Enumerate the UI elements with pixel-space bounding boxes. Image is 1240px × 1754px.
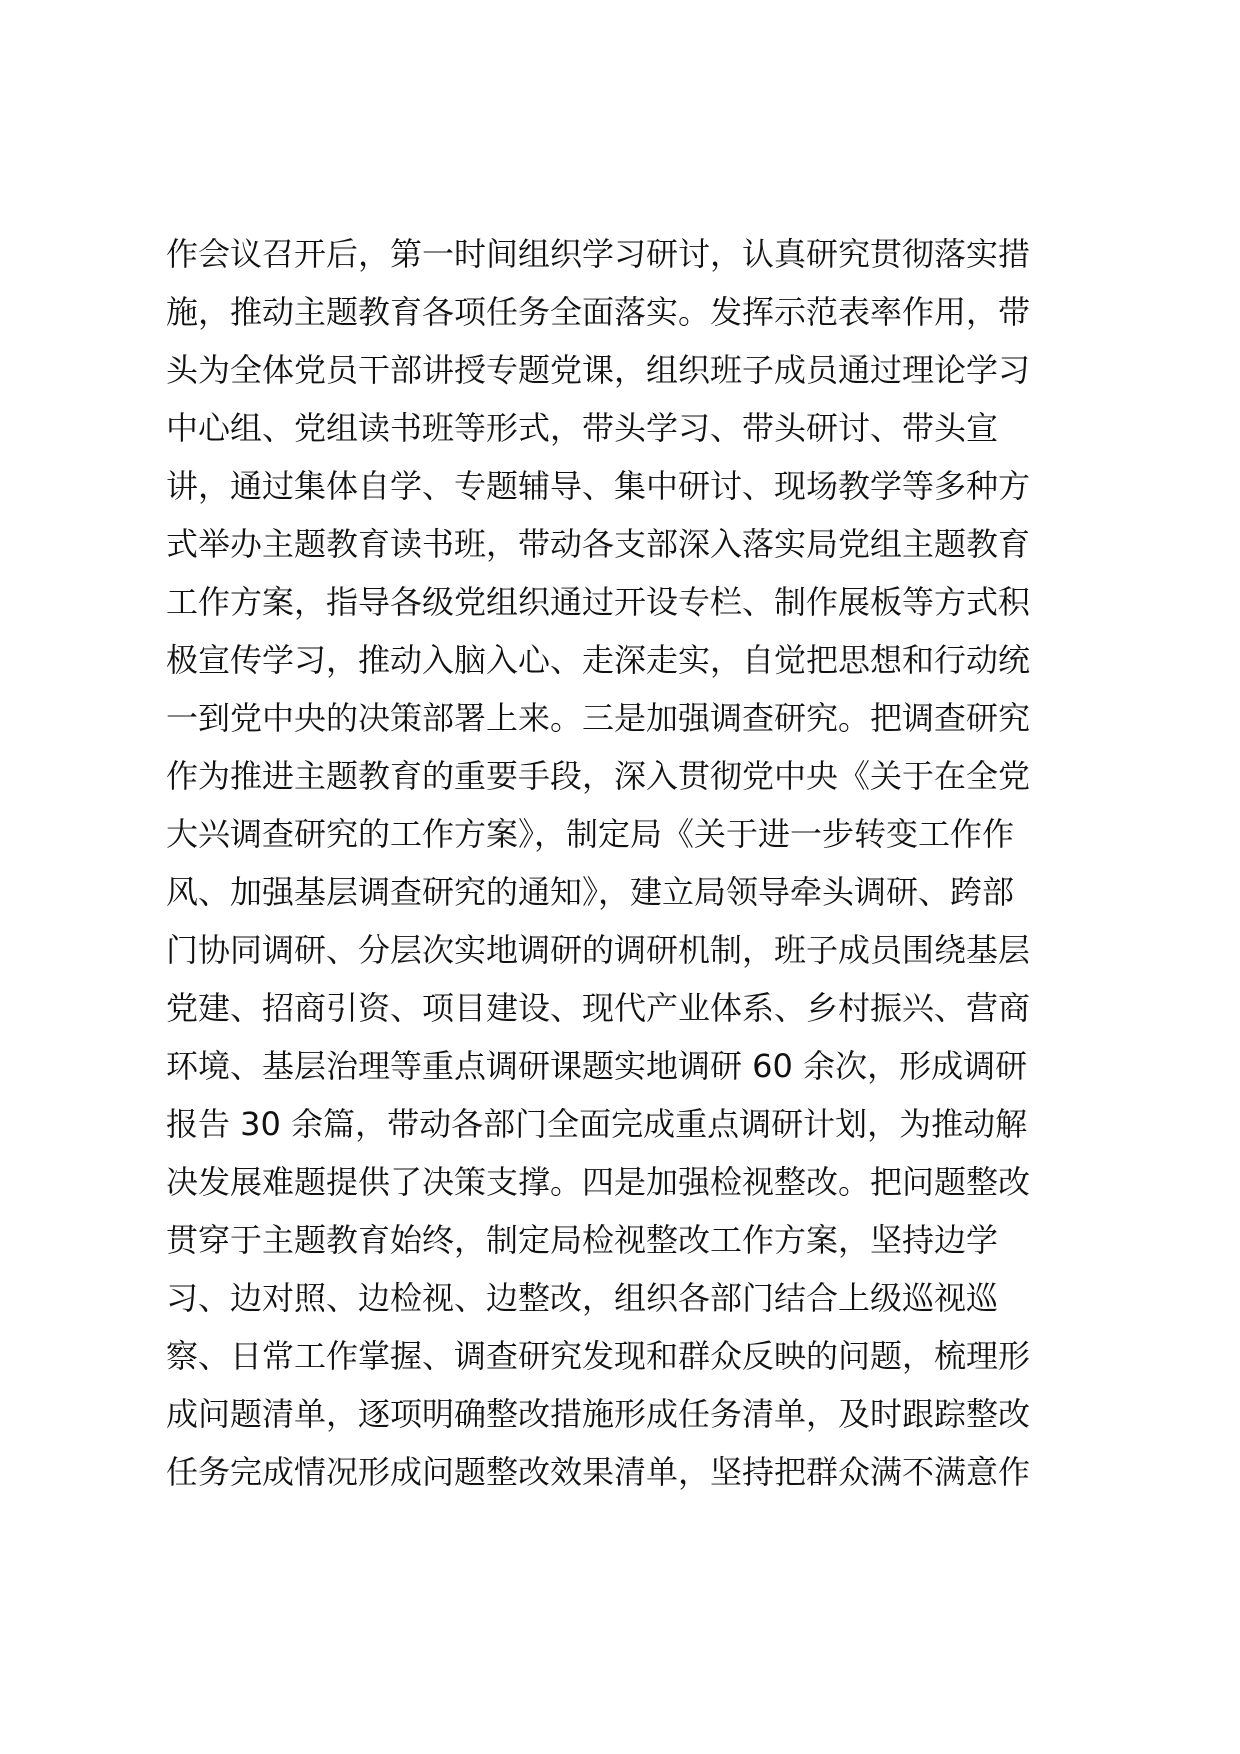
text-line: 作为推进主题教育的重要手段，深入贯彻党中央《关于在全党 [166,757,1031,795]
text-line: 习、边对照、边检视、边整改，组织各部门结合上级巡视巡 [166,1279,999,1317]
text-line: 头为全体党员干部讲授专题党课，组织班子成员通过理论学习 [166,351,1031,389]
text-line: 施，推动主题教育各项任务全面落实。发挥示范表率作用，带 [166,293,1031,331]
text-line: 风、加强基层调查研究的通知》，建立局领导牵头调研、跨部 [166,873,1015,911]
text-line: 决发展难题提供了决策支撑。四是加强检视整改。把问题整改 [166,1163,1031,1201]
text-line: 察、日常工作掌握、调查研究发现和群众反映的问题，梳理形 [166,1337,1031,1375]
text-line: 任务完成情况形成问题整改效果清单，坚持把群众满不满意作 [166,1453,1031,1491]
text-line: 工作方案，指导各级党组织通过开设专栏、制作展板等方式积 [166,583,1031,621]
text-line: 讲，通过集体自学、专题辅导、集中研讨、现场教学等多种方 [166,467,1031,505]
text-line: 贯穿于主题教育始终，制定局检视整改工作方案，坚持边学 [166,1221,999,1259]
text-line: 门协同调研、分层次实地调研的调研机制，班子成员围绕基层 [166,931,1031,969]
text-line: 成问题清单，逐项明确整改措施形成任务清单，及时跟踪整改 [166,1395,1031,1433]
body-paragraph [166,225,1086,1501]
text-line: 大兴调查研究的工作方案》，制定局《关于进一步转变工作作 [166,815,1015,853]
text-line: 报告 30 余篇，带动各部门全面完成重点调研计划，为推动解 [166,1105,1028,1143]
text-line: 环境、基层治理等重点调研课题实地调研 60 余次，形成调研 [166,1047,1028,1085]
text-line: 作会议召开后，第一时间组织学习研讨，认真研究贯彻落实措 [166,235,1031,273]
text-line: 党建、招商引资、项目建设、现代产业体系、乡村振兴、营商 [166,989,1031,1027]
text-line: 式举办主题教育读书班，带动各支部深入落实局党组主题教育 [166,525,1031,563]
text-line: 极宣传学习，推动入脑入心、走深走实，自觉把思想和行动统 [166,641,1031,679]
text-line: 一到党中央的决策部署上来。三是加强调查研究。把调查研究 [166,699,1031,737]
text-line: 中心组、党组读书班等形式，带头学习、带头研讨、带头宣 [166,409,999,447]
